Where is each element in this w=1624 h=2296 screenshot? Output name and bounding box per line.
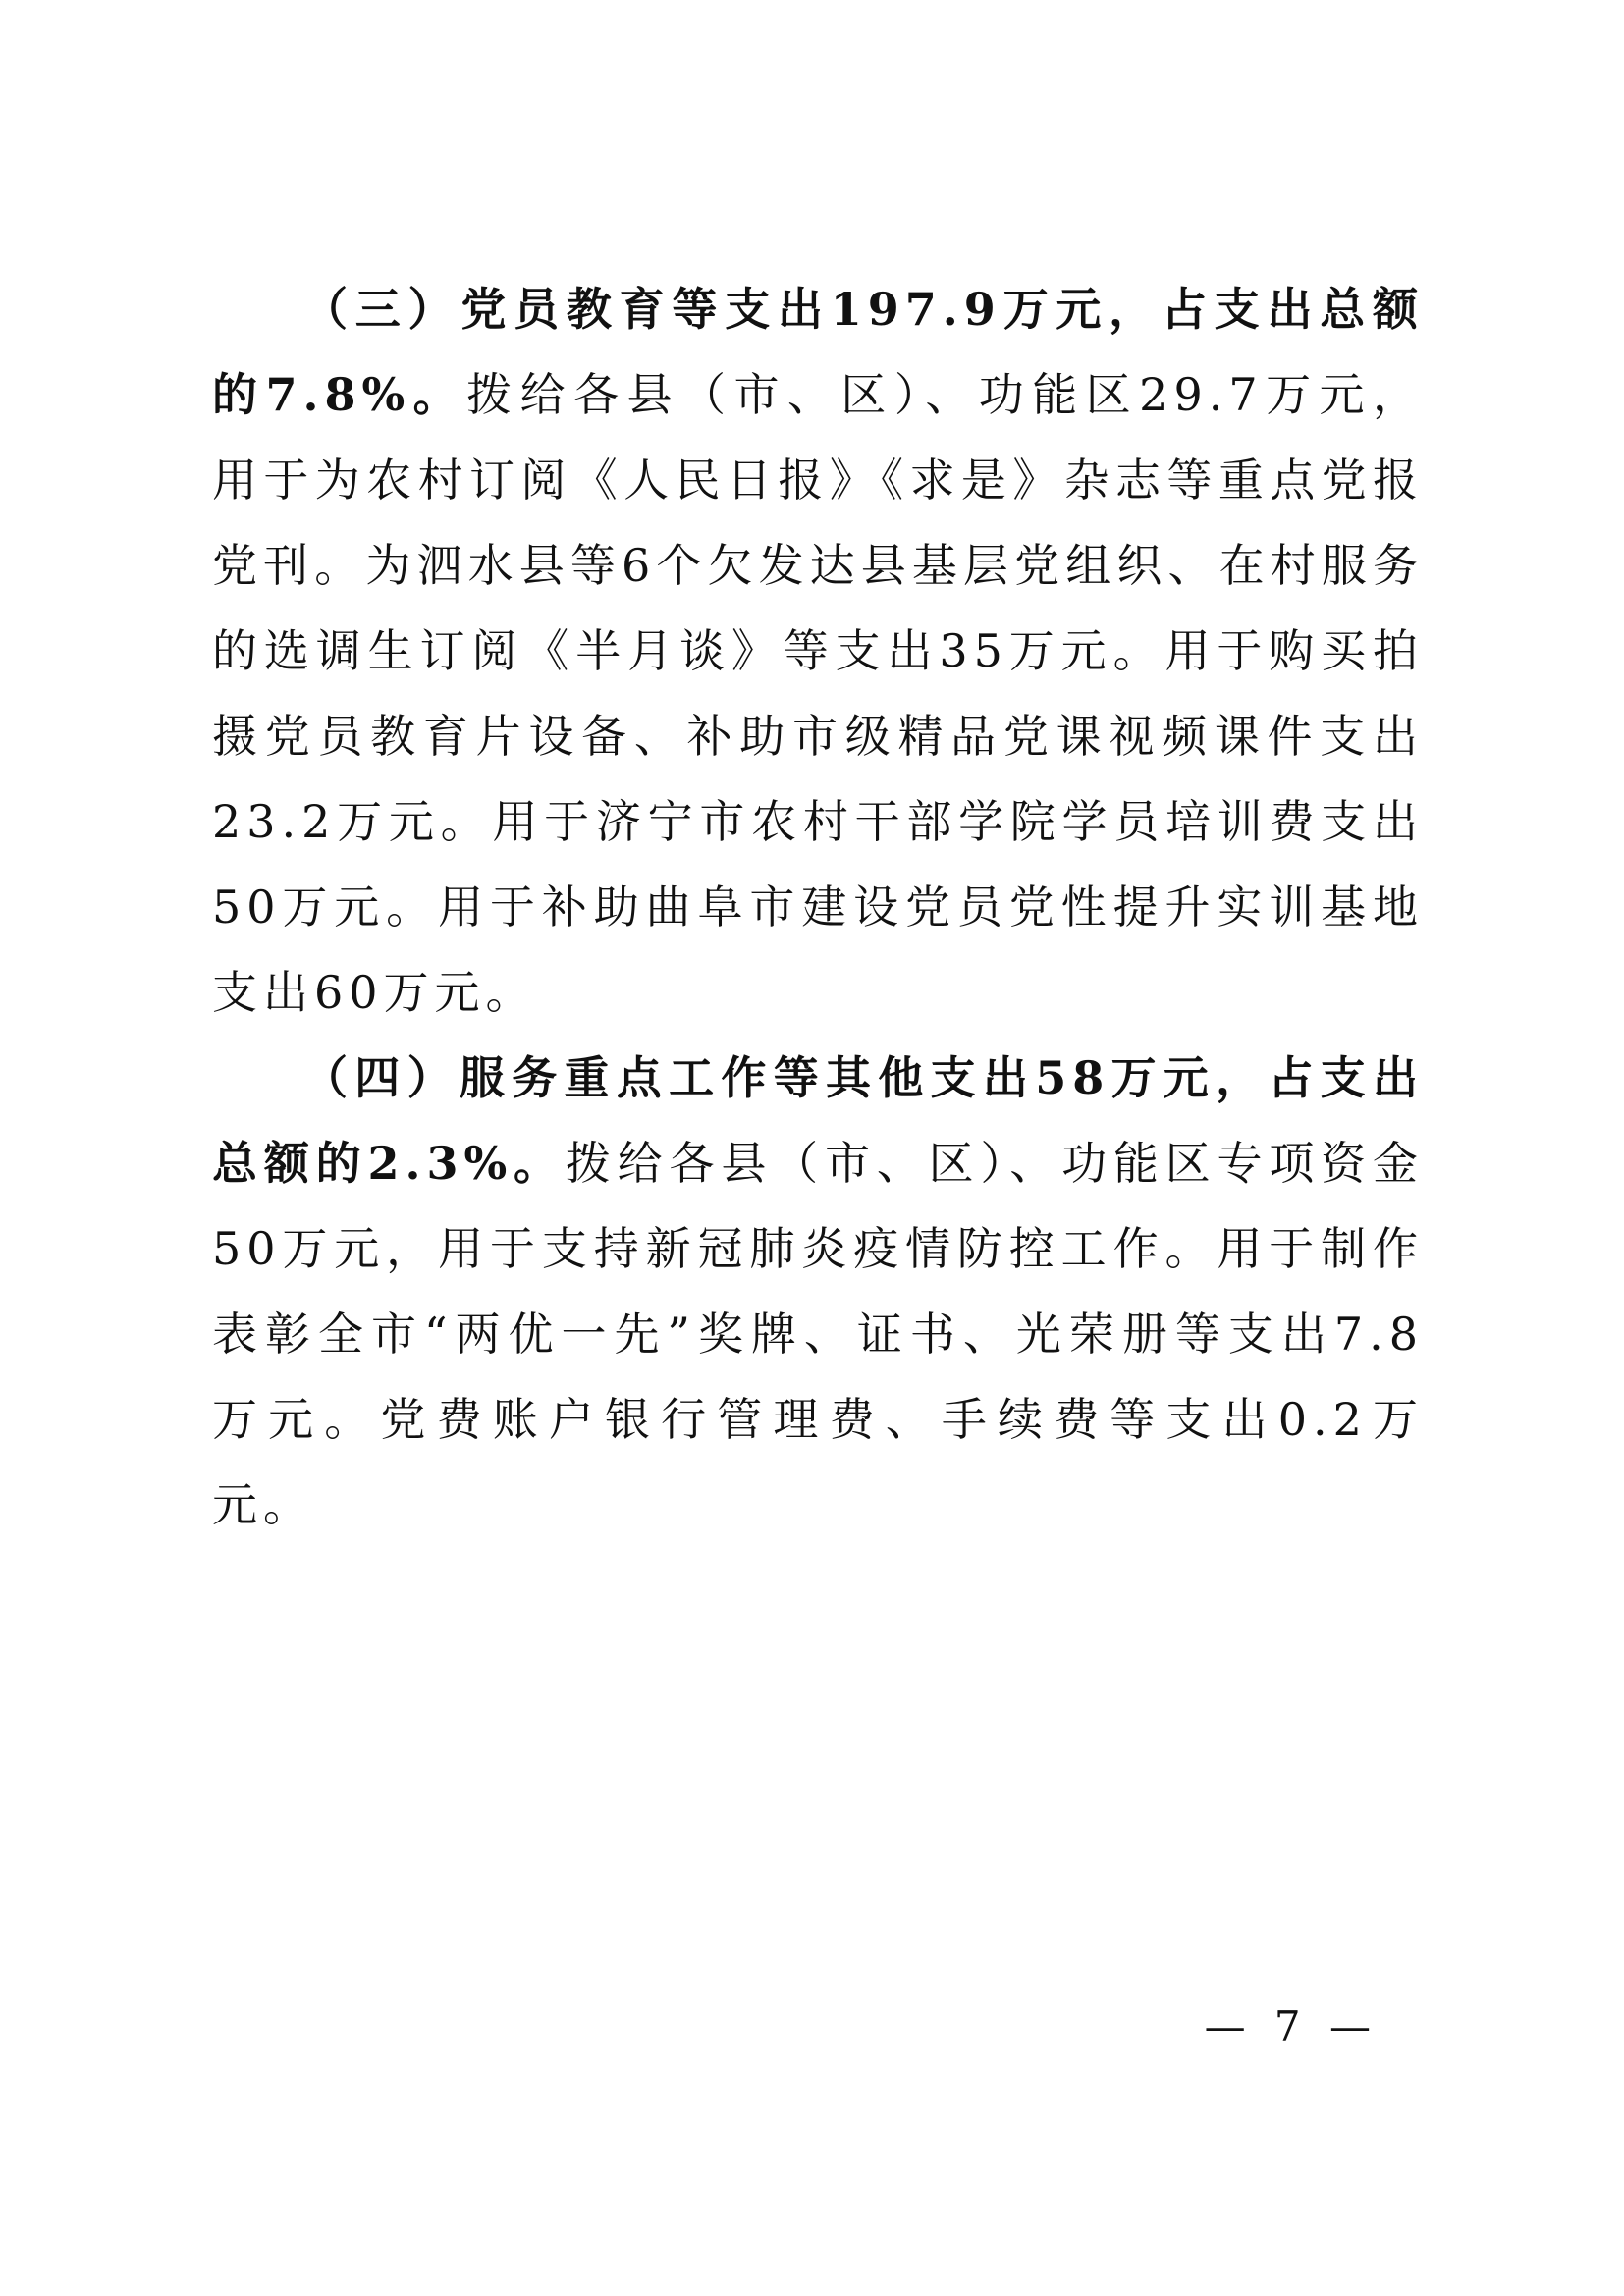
section-4-heading: （四）服务重点工作等其他支出58万元，占支出总额的2.3%。 bbox=[212, 1051, 1424, 1190]
section-4-body: 拨给各县（市、区）、功能区专项资金50万元，用于支持新冠肺炎疫情防控工作。用于制作表彰全市“两优一先”奖牌、证书、光荣册等支出7.8万元。党费账户银行管理费、手续费等支出0.2万元。 bbox=[212, 1137, 1425, 1531]
section-3-heading: （三）党员教育等支出197.9万元，占支出总额的7.8%。 bbox=[212, 283, 1424, 421]
page-number: — 7 — bbox=[1204, 2002, 1379, 2051]
document-body bbox=[212, 267, 1424, 1548]
section-3-body: 拨给各县（市、区）、功能区29.7万元，用于为农村订阅《人民日报》《求是》杂志等重点党报党刊。为泗水县等6个欠发达县基层党组织、在村服务的选调生订阅《半月谈》等支出35万元。用于购买拍摄党员教育片设备、补助市级精品党课视频课件支出23.2万元。用于济宁市农村干部学院学员培训费支出50万元。用于补助曲阜市建设党员党性提升实训基地支出60万元。 bbox=[212, 368, 1424, 1019]
paragraph-section-3 bbox=[212, 267, 1424, 1036]
paragraph-section-4 bbox=[212, 1036, 1424, 1548]
